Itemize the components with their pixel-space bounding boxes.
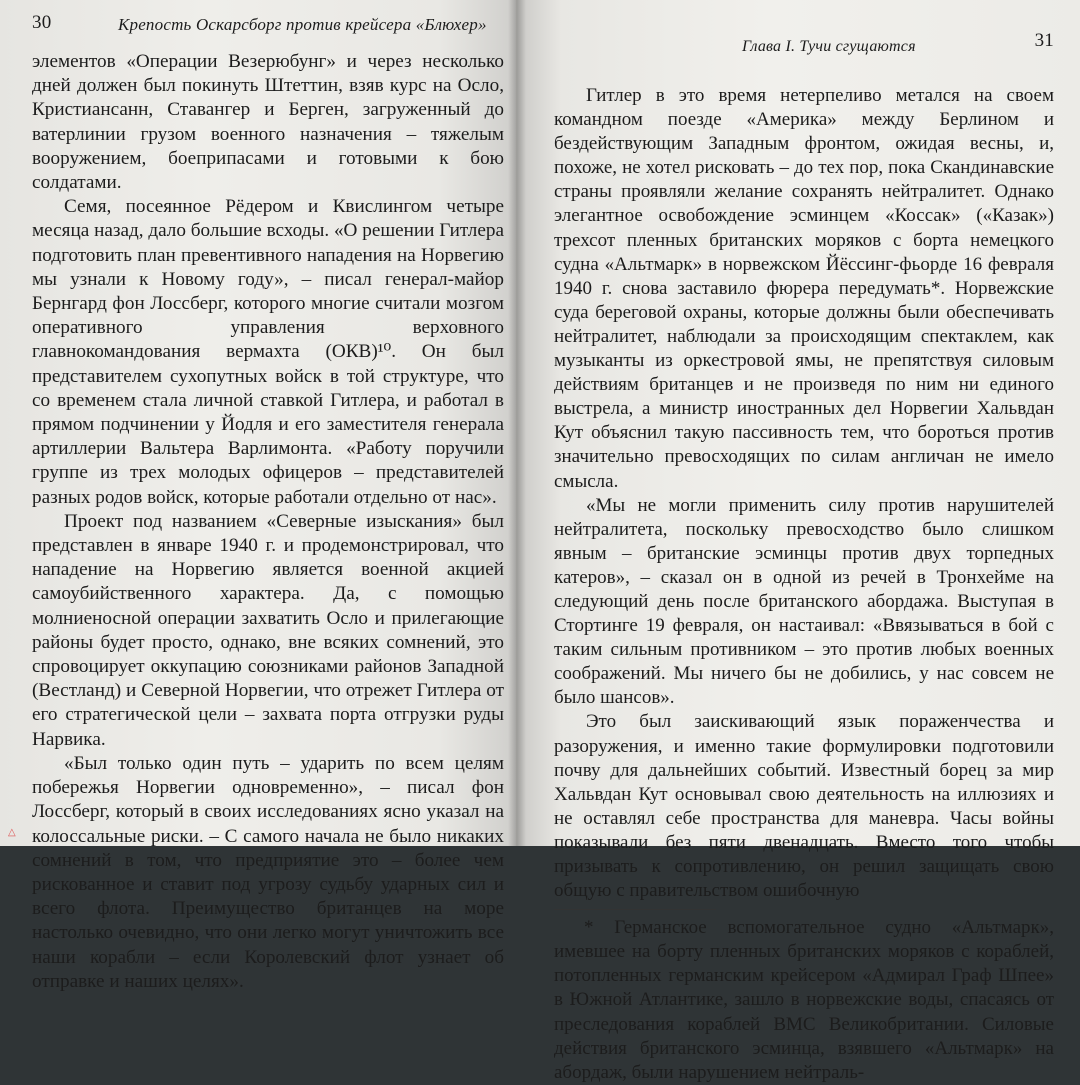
left-page: [0, 0, 516, 992]
left-running-head: [32, 14, 504, 38]
footnote: [554, 916, 1054, 1085]
left-running-title: Крепость Оскарсборг против крейсера «Блюхер»: [118, 15, 487, 34]
left-page-number: 30: [32, 12, 52, 33]
right-running-title: Глава I. Тучи сгущаются: [742, 38, 916, 55]
right-paragraph-2: «Мы не могли применить силу против нарушителей нейтралитета, поскольку превосходство было слишком явным – британские эсминцы против двух торпедных катеров», – сказал он в одной из речей в Тронхейме на следующий день после британского абордажа. Выступая в Стортинге 19 февраля, он настаивал: «Ввязываться в бой с таким сильным противником – это против любых военных соображений. Мы ничего бы не добились, у нас совсем не было шансов».: [554, 494, 1054, 709]
right-body-text: [554, 84, 1054, 1085]
right-page: [516, 0, 1080, 1083]
corner-mark: △: [8, 827, 16, 838]
left-paragraph-4: «Был только один путь – ударить по всем целям побережья Норвегии одновременно», – писал фон Лоссберг, который в своих исследованиях ясно указал на колоссальные риски. – С самого начала не было никаких сомнений в том, что предприятие это – более чем рискованное и ставит под угрозу судьбу ударных сил и всего флота. Преимущество британцев на море настолько очевидно, что они легко могут уничтожить все наши корабли – если Королевский флот узнает об отправке и наших целях».: [32, 752, 504, 992]
right-page-number: 31: [1034, 30, 1054, 51]
footnote-text: * Германское вспомогательное судно «Альтмарк», имевшее на борту пленных британских моряков с кораблей, потопленных германским крейсером «Адмирал Граф Шпее» в Южной Атлантике, зашло в норвежские воды, спасаясь от преследования кораблей ВМС Великобритании. Силовые действия британского эсминца, взявшего «Альтмарк» на абордаж, были нарушением нейтраль-: [554, 917, 1054, 1083]
left-paragraph-2: Семя, посеянное Рёдером и Квислингом четыре месяца назад, дало большие всходы. «О решении Гитлера подготовить план превентивного нападения на Норвегию мы узнали к Новому году», – писал генерал-майор Бернгард фон Лоссберг, которого многие считали мозгом оперативного управления верховного главнокомандования вермахта (ОКВ)¹⁰. Он был представителем сухопутных войск в той структуре, что со временем стала личной ставкой Гитлера, и работал в прямом подчинении у Йодля и его заместителя генерала артиллерии Вальтера Варлимонта. «Работу поручили группе из трех молодых офицеров – представителей разных родов войск, которые работали отдельно от нас».: [32, 196, 504, 508]
right-paragraph-1: Гитлер в это время нетерпеливо метался на своем командном поезде «Америка» между Берлином и бездействующим Западным фронтом, ожидая весны, и, похоже, не хотел рисковать – до тех пор, пока Скандинавские страны проявляли желание сохранять нейтралитет. Однако элегантное освобождение эсминцем «Коссак» («Казак») трехсот пленных британских моряков с борта немецкого судна «Альтмарк» в норвежском Йёссинг-фьорде 16 февраля 1940 г. снова заставило фюрера передумать*. Норвежские суда береговой охраны, которые должны были обеспечивать нейтралитет, наблюдали за происходящим спектаклем, как музыканты из оркестровой ямы, не препятствуя силовым действиям британцев и не произведя по ним ни единого выстрела, а министр иностранных дел Норвегии Хальвдан Кут объяснил такую пассивность тем, что бороться против значительно превосходящих по силам англичан не имело смысла.: [554, 85, 1054, 492]
left-paragraph-1: элементов «Операции Везерюбунг» и через несколько дней должен был покинуть Штеттин, взяв курс на Осло, Кристиансанн, Ставангер и Берген, загруженный до ватерлинии грузом военного назначения – тяжелым вооружением, боеприпасами и готовыми к бою солдатами.: [32, 51, 504, 194]
footnote-rule: [554, 909, 716, 910]
left-paragraph-3: Проект под названием «Северные изыскания» был представлен в январе 1940 г. и продемонстрировал, что нападение на Норвегию является военной акцией самоубийственного характера. Да, с помощью молниеносной операции захватить Осло и прилегающие районы будет просто, однако, вне всяких сомнений, это спровоцирует оккупацию союзниками районов Западной (Вестланд) и Северной Норвегии, что отрежет Гитлера от его стратегической цели – захвата порта отгрузки руды Нарвика.: [32, 510, 504, 750]
right-running-head: [554, 26, 1054, 55]
right-paragraph-3: Это был заискивающий язык пораженчества и разоружения, и именно такие формулировки подготовили почву для дальнейших событий. Известный борец за мир Хальвдан Кут основывал свою деятельность на иллюзиях и не оставлял себе пространства для маневра. Часы войны показывали без пяти двенадцать. Вместо того чтобы призывать к сопротивлению, он решил защищать свою общую с правительством ошибочную: [554, 711, 1054, 902]
left-body-text: [32, 50, 504, 994]
